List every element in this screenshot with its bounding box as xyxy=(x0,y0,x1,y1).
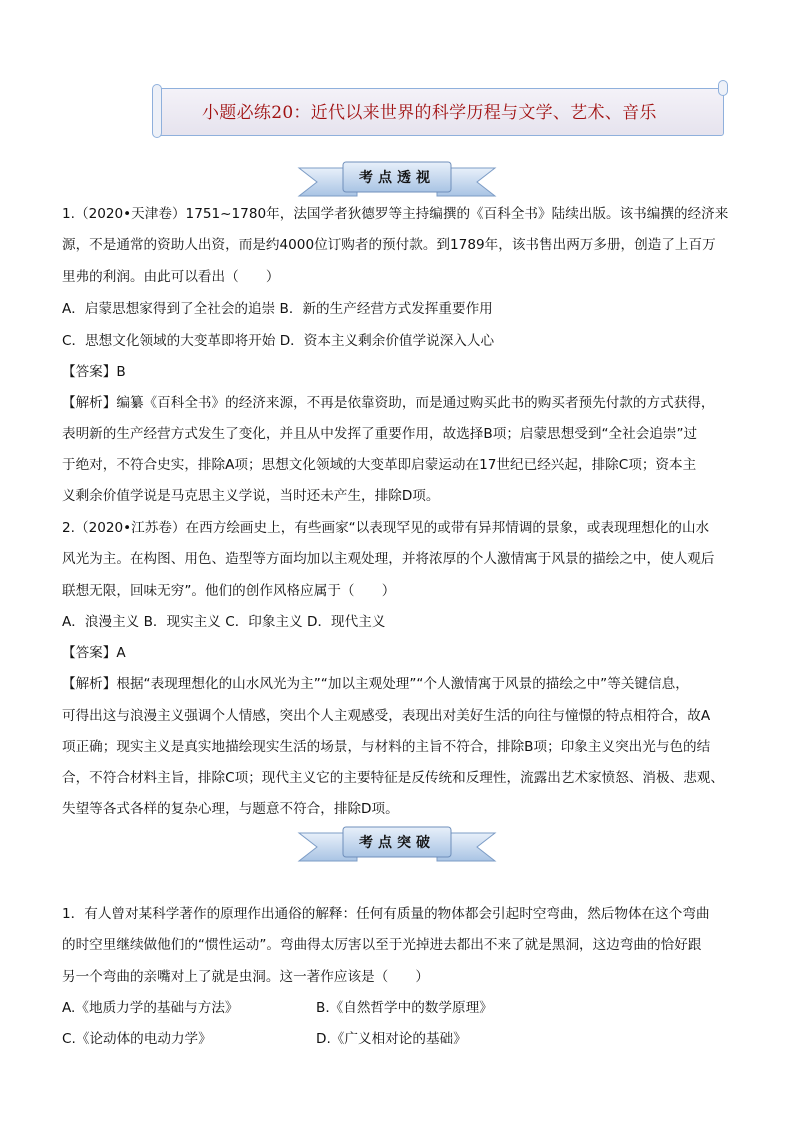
section-ribbon-first xyxy=(297,160,497,198)
q1-stem-line: 1.（2020•天津卷）1751~1780年，法国学者狄德罗等主持编撰的《百科全书》陆续出版。该书编撰的经济来 xyxy=(62,206,729,222)
section-label: 考点透视 xyxy=(359,170,435,186)
section-ribbon-second xyxy=(297,825,497,863)
q2-analysis-line: 合，不符合材料主旨，排除C项；现代主义它的主要特征是反传统和反理性，流露出艺术家愤怒、消极、悲观、 xyxy=(62,770,724,786)
q1-analysis-line: 表明新的生产经营方式发生了变化，并且从中发挥了重要作用，故选择B项；启蒙思想受到“全社会追崇”过 xyxy=(62,426,698,442)
q3-option-a: A.《地质力学的基础与方法》 xyxy=(62,1000,239,1016)
q2-options: A．浪漫主义 B．现实主义 C．印象主义 D．现代主义 xyxy=(62,614,386,630)
q2-answer: 【答案】A xyxy=(62,645,126,661)
q3-option-c: C.《论动体的电动力学》 xyxy=(62,1031,212,1047)
q2-analysis-line: 【解析】根据“表现理想化的山水风光为主”“加以主观处理”“个人激情寓于风景的描绘之中”等关键信息， xyxy=(62,676,689,692)
q1-answer: 【答案】B xyxy=(62,364,126,380)
q1-analysis-line: 于绝对，不符合史实，排除A项；思想文化领域的大变革即启蒙运动在17世纪已经兴起，排除C项；资本主 xyxy=(62,457,697,473)
q2-analysis-line: 项正确；现实主义是真实地描绘现实生活的场景，与材料的主旨不符合，排除B项；印象主义突出光与色的结 xyxy=(62,739,711,755)
q2-stem-line: 2.（2020•江苏卷）在西方绘画史上，有些画家“以表现罕见的或带有异邦情调的景象，或表现理想化的山水 xyxy=(62,520,710,536)
q2-stem-line: 风光为主。在构图、用色、造型等方面均加以主观处理，并将浓厚的个人激情寓于风景的描绘之中，使人观后 xyxy=(62,551,715,567)
q2-analysis-line: 可得出这与浪漫主义强调个人情感，突出个人主观感受，表现出对美好生活的向往与憧憬的特点相符合，故A xyxy=(62,708,711,724)
q1-analysis-line: 【解析】编纂《百科全书》的经济来源，不再是依靠资助，而是通过购买此书的购买者预先付款的方式获得， xyxy=(62,395,715,411)
q3-stem-line: 的时空里继续做他们的“惯性运动”。弯曲得太厉害以至于光掉进去都出不来了就是黑洞，这边弯曲的恰好跟 xyxy=(62,937,702,953)
banner-scroll-roll-left xyxy=(152,84,162,138)
q1-stem-line: 里弗的利润。由此可以看出（ ） xyxy=(62,269,280,285)
section-label: 考点突破 xyxy=(359,835,435,851)
q1-stem-line: 源，不是通常的资助人出资，而是约4000位订购者的预付款。到1789年，该书售出两万多册，创造了上百万 xyxy=(62,237,716,253)
q1-analysis-line: 义剩余价值学说是马克思主义学说，当时还未产生，排除D项。 xyxy=(62,488,440,504)
q3-option-d: D.《广义相对论的基础》 xyxy=(316,1031,467,1047)
q3-stem-line: 另一个弯曲的亲嘴对上了就是虫洞。这一著作应该是（ ） xyxy=(62,969,430,985)
q2-analysis-line: 失望等各式各样的复杂心理，与题意不符合，排除D项。 xyxy=(62,801,399,817)
title-banner xyxy=(152,82,728,138)
q2-stem-line: 联想无限，回味无穷”。他们的创作风格应属于（ ） xyxy=(62,583,396,599)
q3-option-b: B.《自然哲学中的数学原理》 xyxy=(316,1000,493,1016)
q1-options: A．启蒙思想家得到了全社会的追崇 B．新的生产经营方式发挥重要作用 xyxy=(62,301,493,317)
q1-options: C．思想文化领域的大变革即将开始 D．资本主义剩余价值学说深入人心 xyxy=(62,333,495,349)
banner-scroll-roll-right xyxy=(718,80,728,96)
q3-stem-line: 1．有人曾对某科学著作的原理作出通俗的解释：任何有质量的物体都会引起时空弯曲，然后物体在这个弯曲 xyxy=(62,906,710,922)
page-title: 小题必练20：近代以来世界的科学历程与文学、艺术、音乐 xyxy=(202,103,657,123)
